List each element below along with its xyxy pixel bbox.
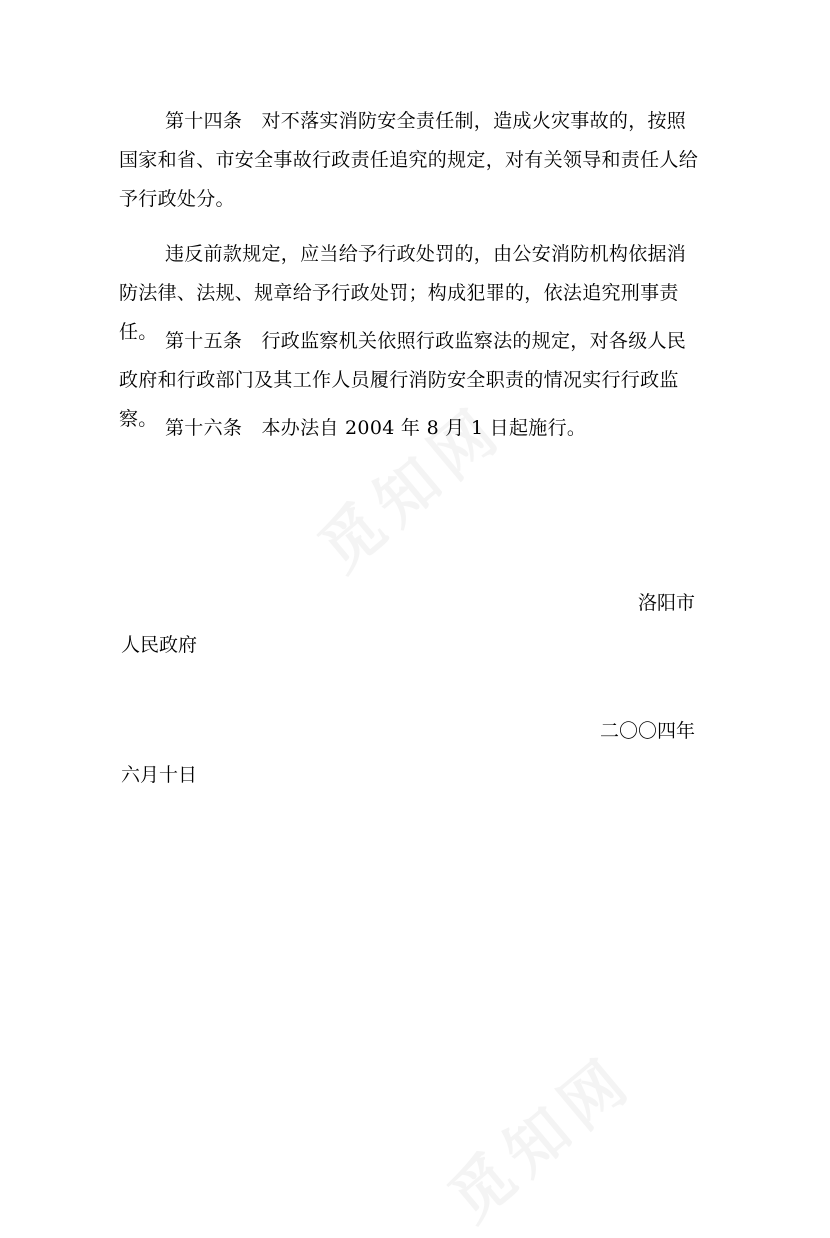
article-14-paragraph: 第十四条 对不落实消防安全责任制，造成火灾事故的，按照国家和省、市安全事故行政责任追究的规定，对有关领导和责任人给予行政处分。	[119, 110, 699, 210]
date-line-1: 二〇〇四年	[599, 720, 695, 742]
date-line-2: 六月十日	[121, 764, 198, 786]
watermark-bottom	[427, 1031, 650, 1238]
issuer-line-2: 人民政府	[121, 634, 198, 656]
article-15-paragraph: 第十五条 行政监察机关依照行政监察法的规定，对各级人民政府和行政部门及其工作人员履行消防安全职责的情况实行行政监察。	[119, 330, 687, 430]
article-14-clause-2-paragraph: 违反前款规定，应当给予行政处罚的，由公安消防机构依据消防法律、法规、规章给予行政处罚；构成犯罪的，依法追究刑事责任。	[119, 243, 687, 343]
article-16-paragraph: 第十六条 本办法自 2004 年 8 月 1 日起施行。	[165, 417, 587, 439]
issuer-line-1: 洛阳市	[637, 592, 695, 614]
